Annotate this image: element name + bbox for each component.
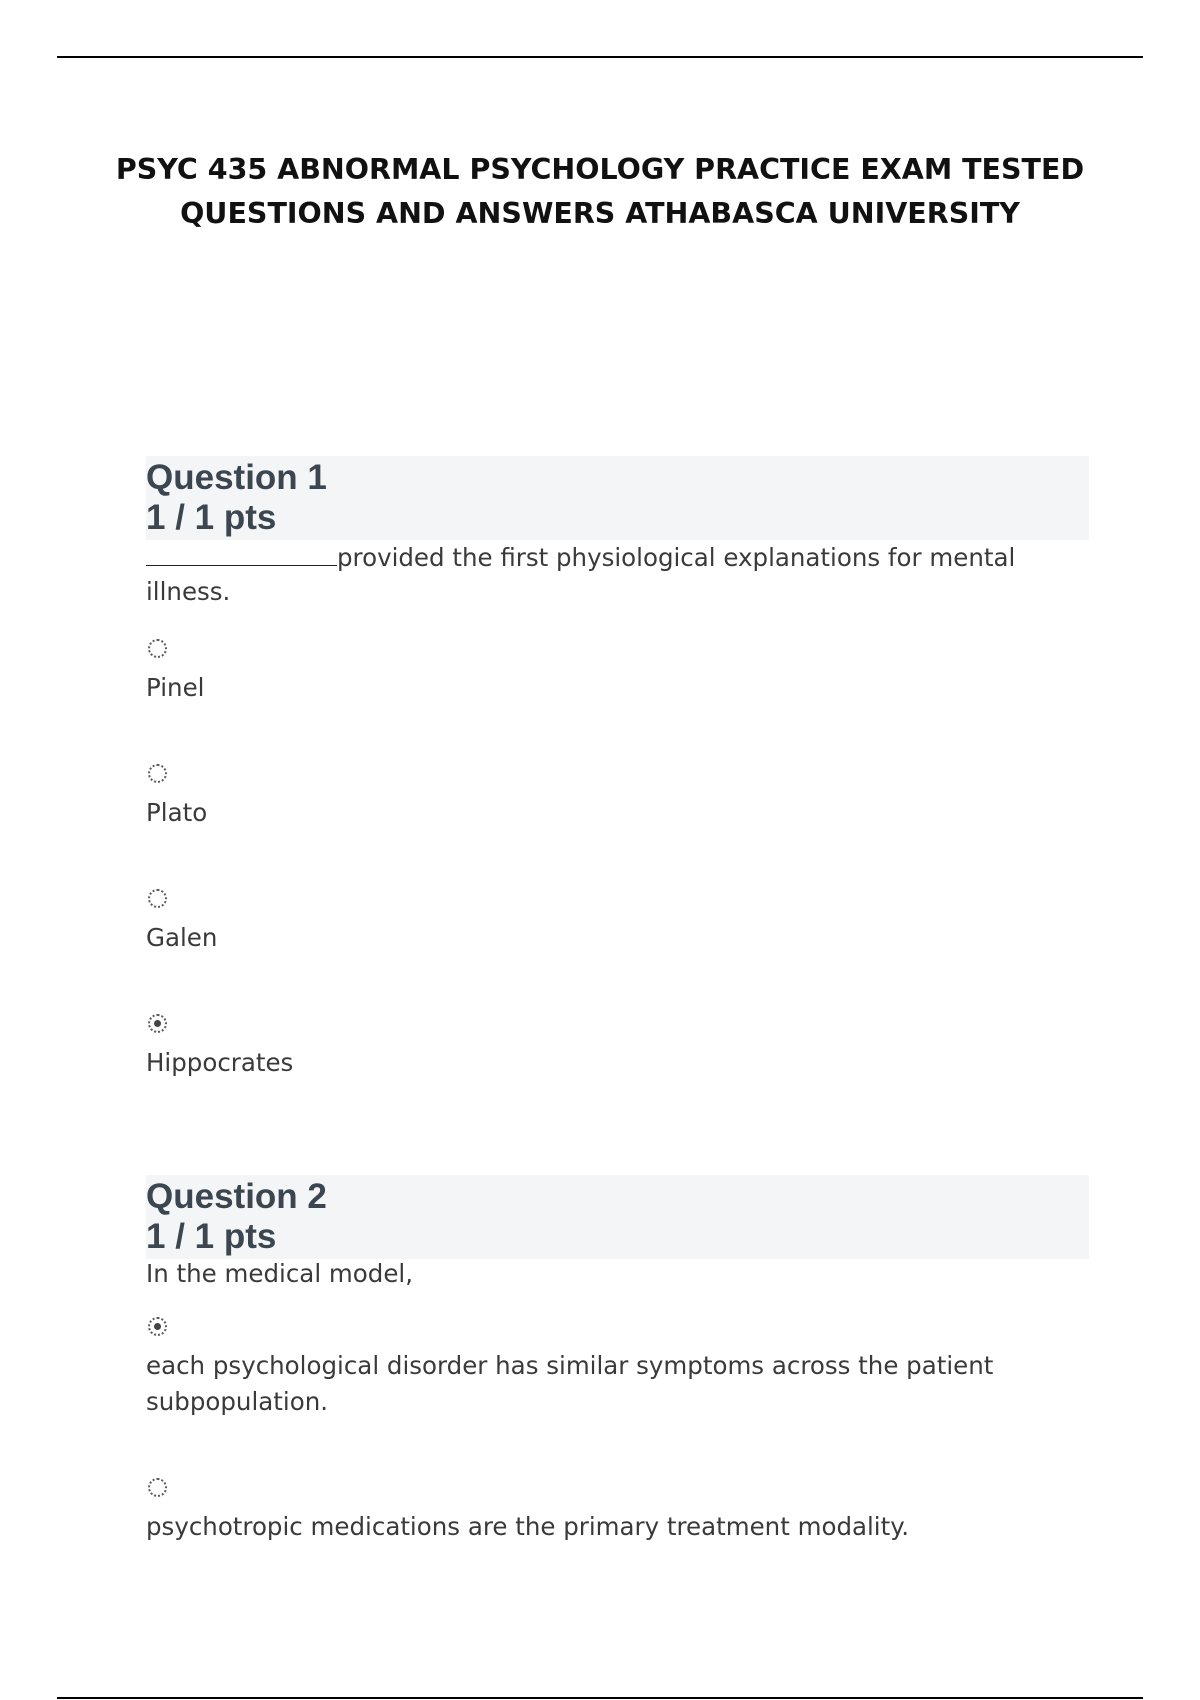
- question-text: [146, 539, 1089, 609]
- answer-label: Hippocrates: [146, 1048, 294, 1077]
- answer-option[interactable]: [146, 1317, 1089, 1420]
- radio-button[interactable]: [148, 764, 167, 783]
- radio-button[interactable]: [148, 639, 167, 658]
- title-line-1: PSYC 435 ABNORMAL PSYCHOLOGY PRACTICE EXAM TESTED: [115, 153, 1085, 186]
- answer-option[interactable]: [146, 889, 1089, 956]
- question-text-line-2: illness.: [146, 577, 231, 606]
- answer-label: Galen: [146, 923, 218, 952]
- radio-button-selected[interactable]: [148, 1317, 167, 1336]
- question-title: Question 1: [146, 458, 327, 497]
- answer-label-line-2: subpopulation.: [146, 1387, 329, 1416]
- answer-label: psychotropic medications are the primary treatment modality.: [146, 1512, 910, 1541]
- radio-button-selected[interactable]: [148, 1014, 167, 1033]
- question-text-line-1: provided the first physiological explanations for mental: [337, 543, 1016, 572]
- answer-option[interactable]: [146, 764, 1089, 831]
- bottom-rule: [57, 1697, 1143, 1699]
- answer-option[interactable]: [146, 1014, 1089, 1081]
- answer-label-line-1: each psychological disorder has similar symptoms across the patient: [146, 1351, 994, 1380]
- fill-in-blank: [146, 539, 337, 566]
- title-line-2: QUESTIONS AND ANSWERS ATHABASCA UNIVERSITY: [180, 197, 1020, 230]
- question-2: [146, 1175, 1089, 1545]
- answer-label: Plato: [146, 798, 208, 827]
- top-rule: [57, 56, 1143, 58]
- question-points: 1 / 1 pts: [146, 498, 277, 537]
- answer-option[interactable]: [146, 1478, 1089, 1545]
- question-points: 1 / 1 pts: [146, 1217, 277, 1256]
- question-title: Question 2: [146, 1177, 327, 1216]
- answer-option[interactable]: [146, 639, 1089, 706]
- radio-button[interactable]: [148, 889, 167, 908]
- radio-button[interactable]: [148, 1478, 167, 1497]
- question-header: [146, 456, 1089, 540]
- question-1: [146, 456, 1089, 1081]
- answer-label: [146, 1348, 1089, 1420]
- question-header: [146, 1175, 1089, 1259]
- question-text: In the medical model,: [146, 1259, 413, 1288]
- document-title: [100, 148, 1100, 236]
- answer-label: Pinel: [146, 673, 205, 702]
